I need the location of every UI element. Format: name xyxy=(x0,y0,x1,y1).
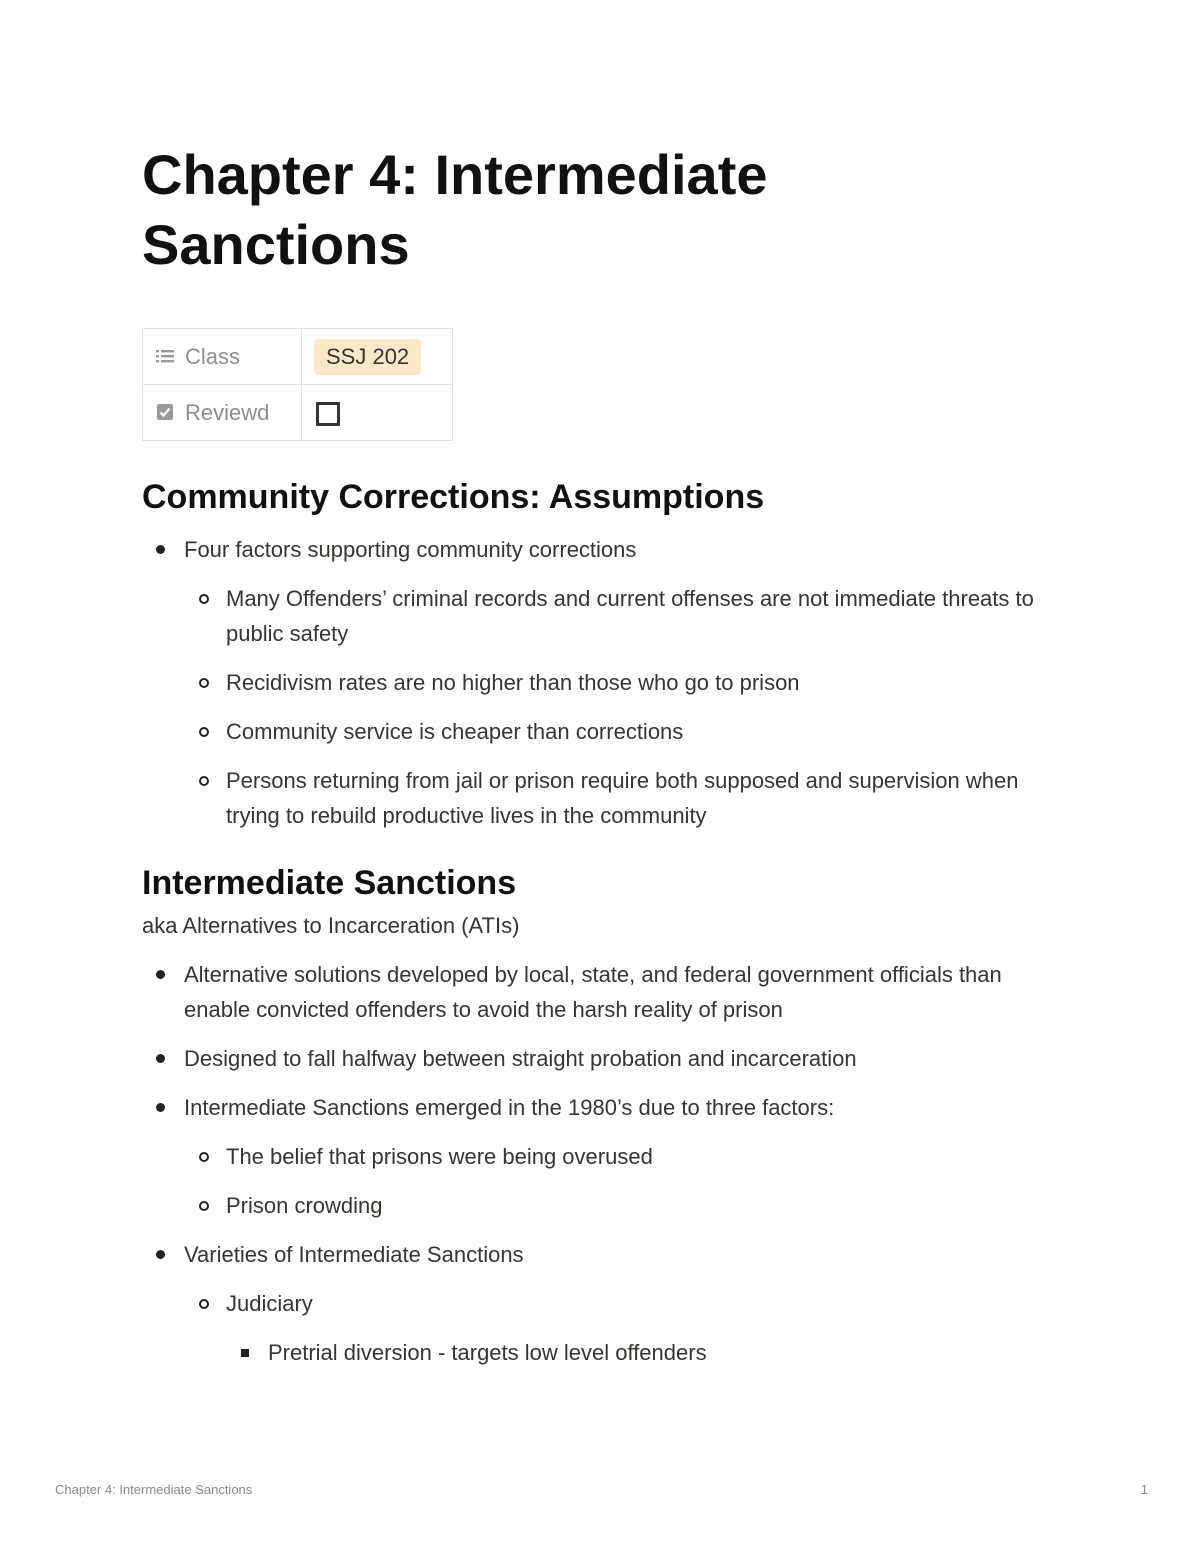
list-item-text: The belief that prisons were being overused xyxy=(226,1144,653,1169)
bullet-icon xyxy=(241,1349,249,1357)
property-name-class xyxy=(143,329,302,385)
properties-table xyxy=(142,328,453,441)
bullet-icon xyxy=(199,727,209,737)
list-item xyxy=(142,1286,1072,1321)
bullet-list xyxy=(142,532,1072,833)
list-item-text: Pretrial diversion - targets low level offenders xyxy=(268,1340,707,1365)
bullet-icon xyxy=(199,594,209,604)
bullet-icon xyxy=(199,1299,209,1309)
list-item xyxy=(142,1237,1072,1272)
list-item xyxy=(142,1090,1072,1125)
page-title: Chapter 4: Intermediate Sanctions xyxy=(142,143,768,276)
list-item xyxy=(142,532,1072,567)
property-value-class[interactable] xyxy=(302,329,453,385)
section-intro: aka Alternatives to Incarceration (ATIs) xyxy=(142,913,520,938)
list-item xyxy=(142,581,1072,651)
list-item-text: Judiciary xyxy=(226,1291,313,1316)
bullet-icon xyxy=(156,545,165,554)
class-tag[interactable]: SSJ 202 xyxy=(314,339,421,375)
property-label-reviewed: Reviewd xyxy=(185,399,270,425)
list-item-text: Designed to fall halfway between straight probation and incarceration xyxy=(184,1046,857,1071)
list-item xyxy=(142,665,1072,700)
bullet-icon xyxy=(199,678,209,688)
section-heading: Intermediate Sanctions xyxy=(142,864,517,902)
bullet-icon xyxy=(199,776,209,786)
reviewed-checkbox[interactable] xyxy=(316,402,340,426)
list-item xyxy=(142,763,1072,833)
list-item-text: Intermediate Sanctions emerged in the 1980’s due to three factors: xyxy=(184,1095,835,1120)
bullet-icon xyxy=(156,1054,165,1063)
list-item xyxy=(142,1139,1072,1174)
property-name-reviewed xyxy=(143,385,302,441)
list-item-text: Many Offenders’ criminal records and current offenses are not immediate threats to public safety xyxy=(226,586,1034,646)
bullet-icon xyxy=(199,1201,209,1211)
property-label-class: Class xyxy=(185,343,241,369)
bullet-list xyxy=(142,957,1072,1370)
footer-title: Chapter 4: Intermediate Sanctions xyxy=(55,1482,253,1497)
list-item xyxy=(142,1188,1072,1223)
page-number: 1 xyxy=(1140,1482,1148,1497)
list-item xyxy=(142,957,1072,1027)
section-intermediate-sanctions xyxy=(142,860,1072,1370)
bullet-icon xyxy=(199,1152,209,1162)
section-heading: Community Corrections: Assumptions xyxy=(142,478,765,516)
list-item xyxy=(142,1041,1072,1076)
list-item-text: Recidivism rates are no higher than those who go to prison xyxy=(226,670,800,695)
list-item-text: Persons returning from jail or prison require both supposed and supervision when trying to rebuild productive lives in the community xyxy=(226,768,1019,828)
property-row-class xyxy=(143,329,453,385)
list-item-text: Prison crowding xyxy=(226,1193,383,1218)
list-item-text: Varieties of Intermediate Sanctions xyxy=(184,1242,524,1267)
list-item xyxy=(142,714,1072,749)
checkbox-icon xyxy=(155,402,175,422)
page-content xyxy=(142,474,1072,1384)
bullet-icon xyxy=(156,1250,165,1259)
list-item-text: Community service is cheaper than corrections xyxy=(226,719,684,744)
list-item-text: Four factors supporting community corrections xyxy=(184,537,637,562)
bullet-icon xyxy=(156,970,165,979)
bullet-icon xyxy=(156,1103,165,1112)
list-item xyxy=(142,1335,1072,1370)
list-icon xyxy=(155,346,175,366)
property-value-reviewed xyxy=(302,385,453,441)
list-item-text: Alternative solutions developed by local, state, and federal government officials than enable convicted offenders to avoid the harsh reality of prison xyxy=(184,962,1002,1022)
property-row-reviewed xyxy=(143,385,453,441)
section-community-corrections xyxy=(142,474,1072,860)
